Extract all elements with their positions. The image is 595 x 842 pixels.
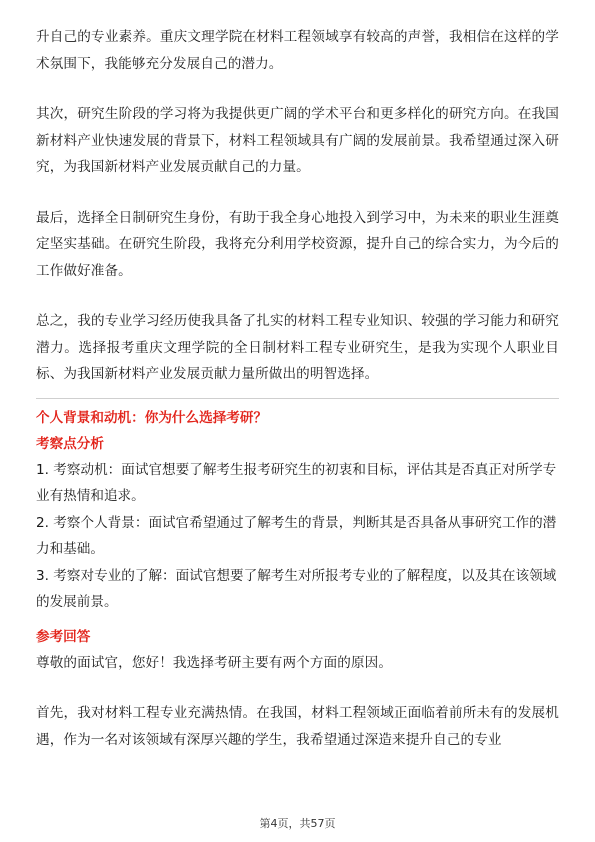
answer-paragraph: 首先，我对材料工程专业充满热情。在我国，材料工程领域正面临着前所未有的发展机遇，作为一名对该领域有深厚兴趣的学生，我希望通过深造来提升自己的专业: [36, 705, 559, 748]
answer-heading: 参考回答: [36, 628, 91, 645]
section-divider: [36, 398, 559, 399]
body-paragraph: 其次，研究生阶段的学习将为我提供更广阔的学术平台和更多样化的研究方向。在我国新材料产业快速发展的背景下，材料工程领域具有广阔的发展前景。我希望通过深入研究，为我国新材料产业发展贡献自己的力量。: [36, 106, 559, 175]
analysis-item: 3. 考察对专业的了解：面试官想要了解考生对所报考专业的了解程度，以及其在该领域的发展前景。: [36, 567, 557, 610]
body-paragraph: 升自己的专业素养。重庆文理学院在材料工程领域享有较高的声誉，我相信在这样的学术氛围下，我能够充分发展自己的潜力。: [36, 29, 559, 72]
paragraph-gap: [36, 676, 559, 700]
document-page: [36, 24, 559, 753]
body-paragraph: 总之，我的专业学习经历使我具备了扎实的材料工程专业知识、较强的学习能力和研究潜力。选择报考重庆文理学院的全日制材料工程专业研究生，是我为实现个人职业目标、为我国新材料产业发展贡献力量所做出的明智选择。: [36, 313, 559, 382]
paragraph-gap: [36, 181, 559, 205]
analysis-heading: 考察点分析: [36, 435, 104, 452]
paragraph-gap: [36, 77, 559, 101]
body-paragraph: 最后，选择全日制研究生身份，有助于我全身心地投入到学习中，为未来的职业生涯奠定坚实基础。在研究生阶段，我将充分利用学校资源，提升自己的综合实力，为今后的工作做好准备。: [36, 209, 559, 279]
question-title: 个人背景和动机：你为什么选择考研？: [36, 409, 268, 426]
analysis-item: 2. 考察个人背景：面试官希望通过了解考生的背景，判断其是否具备从事研究工作的潜力和基础。: [36, 514, 557, 557]
paragraph-gap: [36, 284, 559, 308]
answer-paragraph: 尊敬的面试官，您好！我选择考研主要有两个方面的原因。: [36, 654, 393, 671]
page-number: 第4页，共57页: [259, 817, 336, 830]
analysis-item: 1. 考察动机：面试官想要了解考生报考研究生的初衷和目标，评估其是否真正对所学专业有热情和追求。: [36, 461, 557, 504]
